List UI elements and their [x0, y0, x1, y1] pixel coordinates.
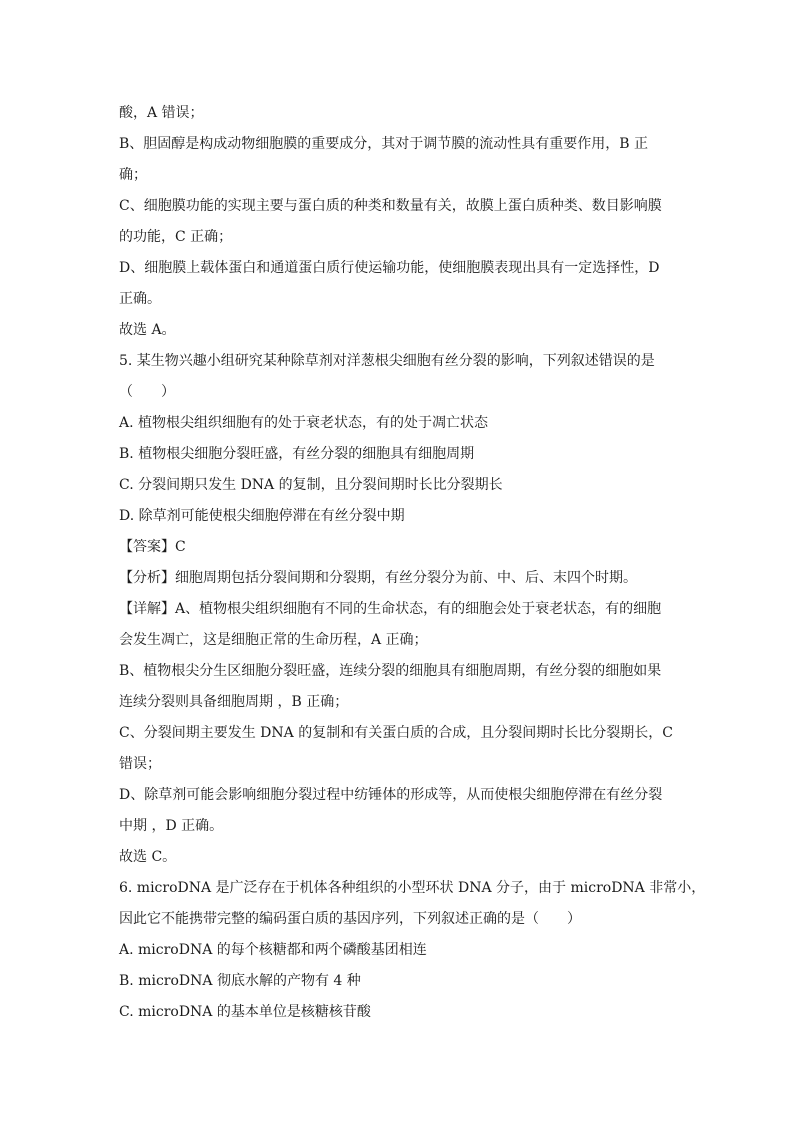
text-line: 故选 A。 [119, 322, 176, 338]
question-5-option-d: D. 除草剂可能使根尖细胞停滞在有丝分裂中期 [119, 508, 405, 524]
question-5-blank: （ ） [119, 384, 175, 400]
text-line: D、除草剂可能会影响细胞分裂过程中纺锤体的形成等，从而使根尖细胞停滞在有丝分裂 [119, 787, 663, 803]
answer-label: 【答案】C [119, 539, 186, 555]
text-line: 错误； [119, 756, 161, 772]
text-line: 故选 C。 [119, 849, 177, 865]
question-6-stem-cont: 因此它不能携带完整的编码蛋白质的基因序列，下列叙述正确的是（ ） [119, 911, 581, 927]
text-line: B、胆固醇是构成动物细胞膜的重要成分，其对于调节膜的流动性具有重要作用，B 正 [119, 136, 649, 152]
question-6-stem: 6. microDNA 是广泛存在于机体各种组织的小型环状 DNA 分子，由于 microDNA 非常小， [119, 880, 706, 896]
question-6-option-c: C. microDNA 的基本单位是核糖核苷酸 [119, 1004, 371, 1020]
text-line: 酸，A 错误； [119, 105, 204, 121]
question-5-option-b: B. 植物根尖细胞分裂旺盛，有丝分裂的细胞具有细胞周期 [119, 446, 475, 462]
text-line: 会发生凋亡，这是细胞正常的生命历程，A 正确； [119, 632, 428, 648]
text-line: D、细胞膜上载体蛋白和通道蛋白质行使运输功能，使细胞膜表现出具有一定选择性，D [119, 260, 660, 276]
question-5-stem: 5. 某生物兴趣小组研究某种除草剂对洋葱根尖细胞有丝分裂的影响，下列叙述错误的是 [119, 353, 655, 369]
text-line: B、植物根尖分生区细胞分裂旺盛，连续分裂的细胞具有细胞周期，有丝分裂的细胞如果 [119, 663, 662, 679]
question-6-option-a: A. microDNA 的每个核糖都和两个磷酸基团相连 [119, 942, 427, 958]
text-line: 连续分裂则具备细胞周期 ，B 正确； [119, 694, 349, 710]
text-line: C、细胞膜功能的实现主要与蛋白质的种类和数量有关，故膜上蛋白质种类、数目影响膜 [119, 198, 662, 214]
question-5-option-c: C. 分裂间期只发生 DNA 的复制，且分裂间期时长比分裂期长 [119, 477, 503, 493]
explanation-text: 【详解】A、植物根尖组织细胞有不同的生命状态，有的细胞会处于衰老状态，有的细胞 [119, 601, 662, 617]
text-line: C、分裂间期主要发生 DNA 的复制和有关蛋白质的合成，且分裂间期时长比分裂期长，C [119, 725, 673, 741]
analysis-text: 【分析】细胞周期包括分裂间期和分裂期，有丝分裂分为前、中、后、末四个时期。 [119, 570, 637, 586]
text-line: 确； [119, 167, 147, 183]
text-line: 中期 ，D 正确。 [119, 818, 224, 834]
text-line: 正确。 [119, 291, 161, 307]
question-5-option-a: A. 植物根尖组织细胞有的处于衰老状态，有的处于凋亡状态 [119, 415, 489, 431]
text-line: 的功能，C 正确； [119, 229, 233, 245]
question-6-option-b: B. microDNA 彻底水解的产物有 4 种 [119, 973, 361, 989]
